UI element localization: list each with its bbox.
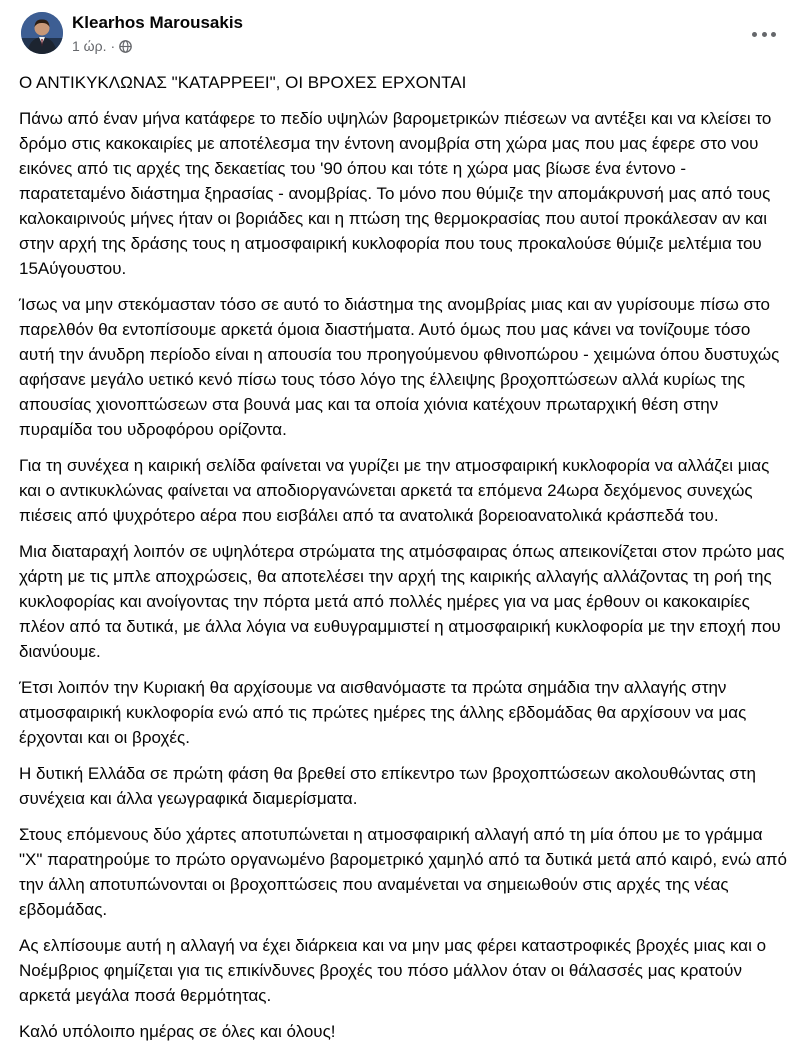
post-paragraph: Η δυτική Ελλάδα σε πρώτη φάση θα βρεθεί στο επίκεντρο των βροχοπτώσεων ακολουθώντας στη συνέχεια και άλλα γεωγραφικά διαμερίσματα. <box>19 764 756 808</box>
author-name[interactable]: Klearhos Marousakis <box>72 13 244 32</box>
post-paragraph: Για τη συνέχεα η καιρική σελίδα φαίνεται να γυρίζει με την ατμοσφαιρική κυκλοφορία να αλλάζει μιας και ο αντικυκλώνας φαίνεται να αποδιοργανώνεται αρκετά τα επόμενα 24ωρα δεχόμενος συνεχώς πιέσεις από ψυχρότερο αέρα που εισβάλει από τα ανατολικά βορειοανατολικά κράσπεδά του. <box>19 456 770 525</box>
post-time[interactable]: 1 ώρ. <box>72 38 107 54</box>
post-header <box>14 0 786 62</box>
post-paragraph: Ίσως να μην στεκόμασταν τόσο σε αυτό το διάστημα της ανομβρίας μιας και αν γυρίσουμε πίσω στο παρελθόν θα εντοπίσουμε αρκετά όμοια διαστήματα. Αυτό όμως που μας κάνει να τονίζουμε τόσο αυτή την άνυδρη περίοδο είναι η απουσία του προηγούμενου φθινοπώρου - χειμώνα όπου δυστυχώς αφήσανε μεγάλο υετικό κενό πίσω τους τόσο λόγο της έλλειψης βροχοπτώσεων αλλά κυρίως της απουσίας χιονοπτώσεων στα βουνά μας και τα οποία χιόνια κατέχουν πρωταρχική θέση στην πυραμίδα του υδροφόρου ορίζοντα. <box>19 295 780 439</box>
post-title: Ο ΑΝΤΙΚΥΚΛΩΝΑΣ "ΚΑΤΑΡΡΕΕΙ", ΟΙ ΒΡΟΧΕΣ ΕΡΧΟΝΤΑΙ <box>19 73 467 92</box>
post-paragraph: Πάνω από έναν μήνα κατάφερε το πεδίο υψηλών βαρομετρικών πιέσεων να αντέξει και να κλείσει το δρόμο στις κακοκαιρίες με αποτέλεσμα την έντονη ανομβρία στη χώρα μας που μας έφερε στο νου εικόνες από τις αρχές της δεκαετίας του '90 όπου και τότε η χώρα μας βίωσε ένα έντονο - παρατεταμένο διάστημα ξηρασίας - ανομβρίας. Το μόνο που θύμιζε την απομάκρυνσή μας από τους καλοκαιρινούς μήνες ήταν οι βοριάδες και η πτώση της θερμοκρασίας που αυτοί προκάλεσαν αν και στην αρχή της δράσης τους η ατμοσφαιρική κυκλοφορία που τους προκαλούσε θύμιζε μελτέμια του 15Αύγουστου. <box>19 109 772 278</box>
more-dot <box>771 32 776 37</box>
post-paragraph: Ας ελπίσουμε αυτή η αλλαγή να έχει διάρκεια και να μην μας φέρει καταστροφικές βροχές μιας και ο Νοέμβριος φημίζεται για τις επικίνδυνες βροχές του πόσο μάλλον όταν οι θάλασσές μας κρατούν αρκετά μεγάλα ποσά θερμότητας. <box>19 936 767 1005</box>
post-paragraph: Καλό υπόλοιπο ημέρας σε όλες και όλους! <box>19 1022 336 1041</box>
more-options-icon[interactable] <box>752 26 776 42</box>
globe-icon[interactable] <box>119 40 132 53</box>
post-body <box>14 70 789 1044</box>
post-paragraph: Έτσι λοιπόν την Κυριακή θα αρχίσουμε να αισθανόμαστε τα πρώτα σημάδια την αλλαγής στην ατμοσφαιρική κυκλοφορία ενώ από τις πρώτες ημέρες της άλλης εβδομάδας θα αρχίσουν να μας έρχονται και οι βροχές. <box>19 678 747 747</box>
post-paragraph: Στους επόμενους δύο χάρτες αποτυπώνεται η ατμοσφαιρική αλλαγή από τη μία όπου με το γράμμα "Χ" παρατηρούμε το πρώτο οργανωμένο βαρομετρικό χαμηλό από τα δυτικά μετά από καιρό, ενώ από την άλλη αποτυπώνονται οι βροχοπτώσεις που αναμένεται να σημειωθούν στις αρχές της νέας εβδομάδας. <box>19 825 787 919</box>
meta-separator: · <box>110 38 116 54</box>
more-dot <box>752 32 757 37</box>
post-meta <box>72 38 132 54</box>
post-paragraph: Μια διαταραχή λοιπόν σε υψηλότερα στρώματα της ατμόσφαιρας όπως απεικονίζεται στον πρώτο μας χάρτη με τις μπλε αποχρώσεις, θα αποτελέσει την αρχή της καιρικής αλλαγής αλλάζοντας τη ροή της κυκλοφορίας και ανοίγοντας την πόρτα μετά από πολλές ημέρες για να μας έρθουν οι κακοκαιρίες πλέον από τα δυτικά, με άλλα λόγια να ευθυγραμμιστεί η ατμοσφαιρική κυκλοφορία με την εποχή που διανύουμε. <box>19 542 785 661</box>
avatar[interactable] <box>21 12 63 54</box>
more-dot <box>762 32 767 37</box>
